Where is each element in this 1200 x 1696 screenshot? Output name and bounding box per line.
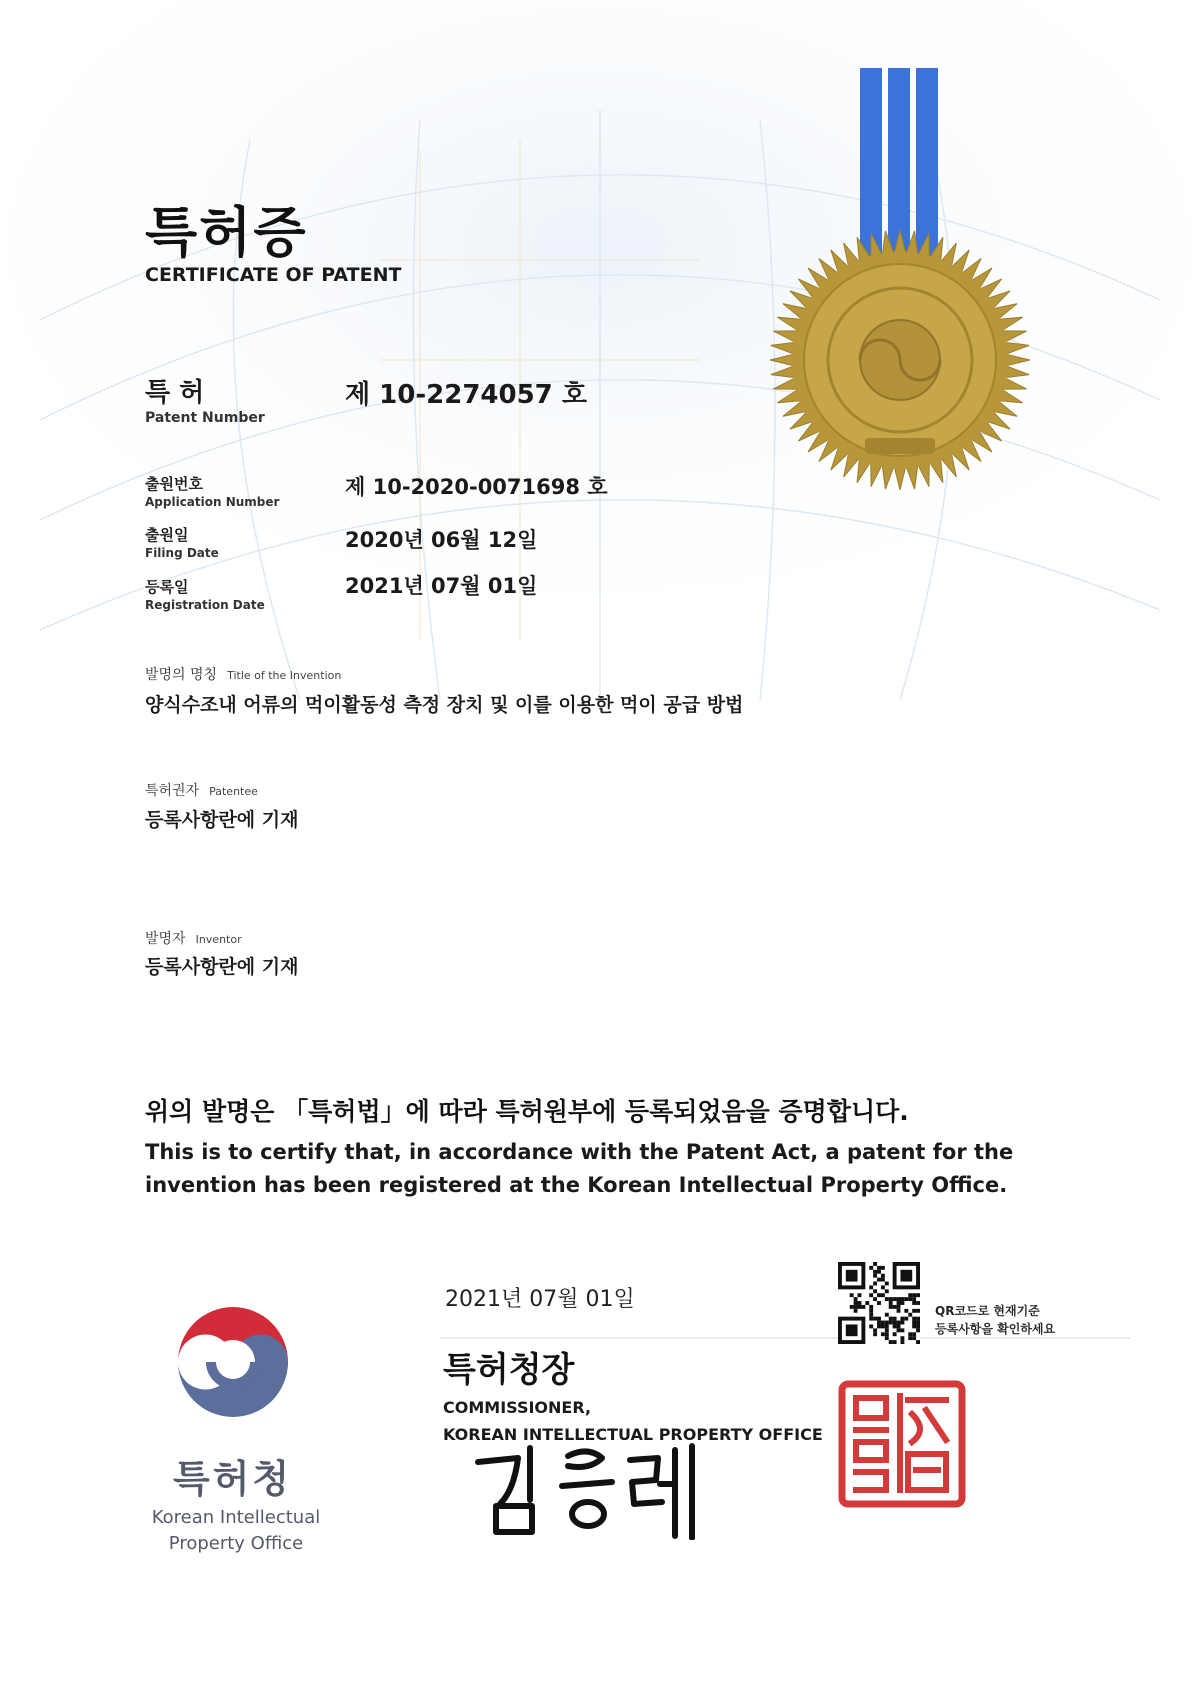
commissioner-title-korean: 특허청장 — [443, 1350, 575, 1390]
invention-title-label — [145, 664, 341, 684]
invention-title-label-korean: 발명의 명칭 — [145, 667, 218, 683]
certification-statement-english: This is to certify that, in accordance with the Patent Act, a patent for the invention has been registered at the Korean Intellectual Property Office. — [145, 1140, 1014, 1197]
patent-number-value: 제 10-2274057 호 — [345, 380, 587, 410]
inventor-label-english: Inventor — [195, 933, 242, 946]
issue-date: 2021년 07월 01일 — [445, 1287, 635, 1312]
certificate-title-english: CERTIFICATE OF PATENT — [145, 264, 402, 286]
patent-number-label-korean: 특 허 — [145, 378, 205, 408]
office-name-korean: 특허청 — [173, 1457, 293, 1501]
qr-instruction-line2: 등록사항을 확인하세요 — [935, 1322, 1056, 1336]
inventor-value: 등록사항란에 기재 — [145, 956, 299, 978]
taegeuk-logo-icon — [168, 1292, 298, 1432]
office-name-english-line2: Property Office — [168, 1533, 304, 1554]
application-number-label-english: Application Number — [145, 495, 280, 509]
certification-statement-korean: 위의 발명은 「특허법」에 따라 특허원부에 등록되었음을 증명합니다. — [145, 1097, 909, 1126]
inventor-label-korean: 발명자 — [145, 931, 186, 947]
certificate-title-korean: 특허증 — [145, 201, 308, 264]
patentee-value: 등록사항란에 기재 — [145, 809, 299, 831]
patentee-label-english: Patentee — [209, 785, 258, 798]
commissioner-signature — [470, 1440, 710, 1540]
registration-date-label-english: Registration Date — [145, 598, 265, 612]
inventor-label — [145, 928, 242, 948]
patentee-label — [145, 780, 258, 800]
commissioner-title-english-line2: KOREAN INTELLECTUAL PROPERTY OFFICE — [443, 1425, 823, 1444]
invention-title-value: 양식수조내 어류의 먹이활동성 측정 장치 및 이를 이용한 먹이 공급 방법 — [145, 694, 744, 716]
office-name-english-line1: Korean Intellectual — [151, 1507, 321, 1528]
commissioner-title-english-line1: COMMISSIONER, — [443, 1398, 592, 1417]
filing-date-label-english: Filing Date — [145, 546, 219, 560]
application-number-value: 제 10-2020-0071698 호 — [345, 475, 608, 499]
application-number-label-korean: 출원번호 — [145, 475, 203, 493]
invention-title-label-english: Title of the Invention — [227, 669, 342, 682]
qr-instruction-text — [935, 1302, 1105, 1338]
filing-date-label-korean: 출원일 — [145, 526, 189, 544]
gold-seal-icon — [760, 60, 1070, 490]
filing-date-value: 2020년 06월 12일 — [345, 528, 538, 552]
registration-date-label-korean: 등록일 — [145, 578, 189, 596]
patentee-label-korean: 특허권자 — [145, 783, 200, 799]
qr-code-icon[interactable] — [838, 1262, 920, 1344]
official-stamp-icon — [838, 1380, 966, 1508]
qr-instruction-line1: QR코드로 현재기준 — [935, 1304, 1040, 1318]
patent-number-label-english: Patent Number — [145, 410, 265, 426]
registration-date-value: 2021년 07월 01일 — [345, 574, 538, 598]
office-name-english — [140, 1505, 332, 1557]
